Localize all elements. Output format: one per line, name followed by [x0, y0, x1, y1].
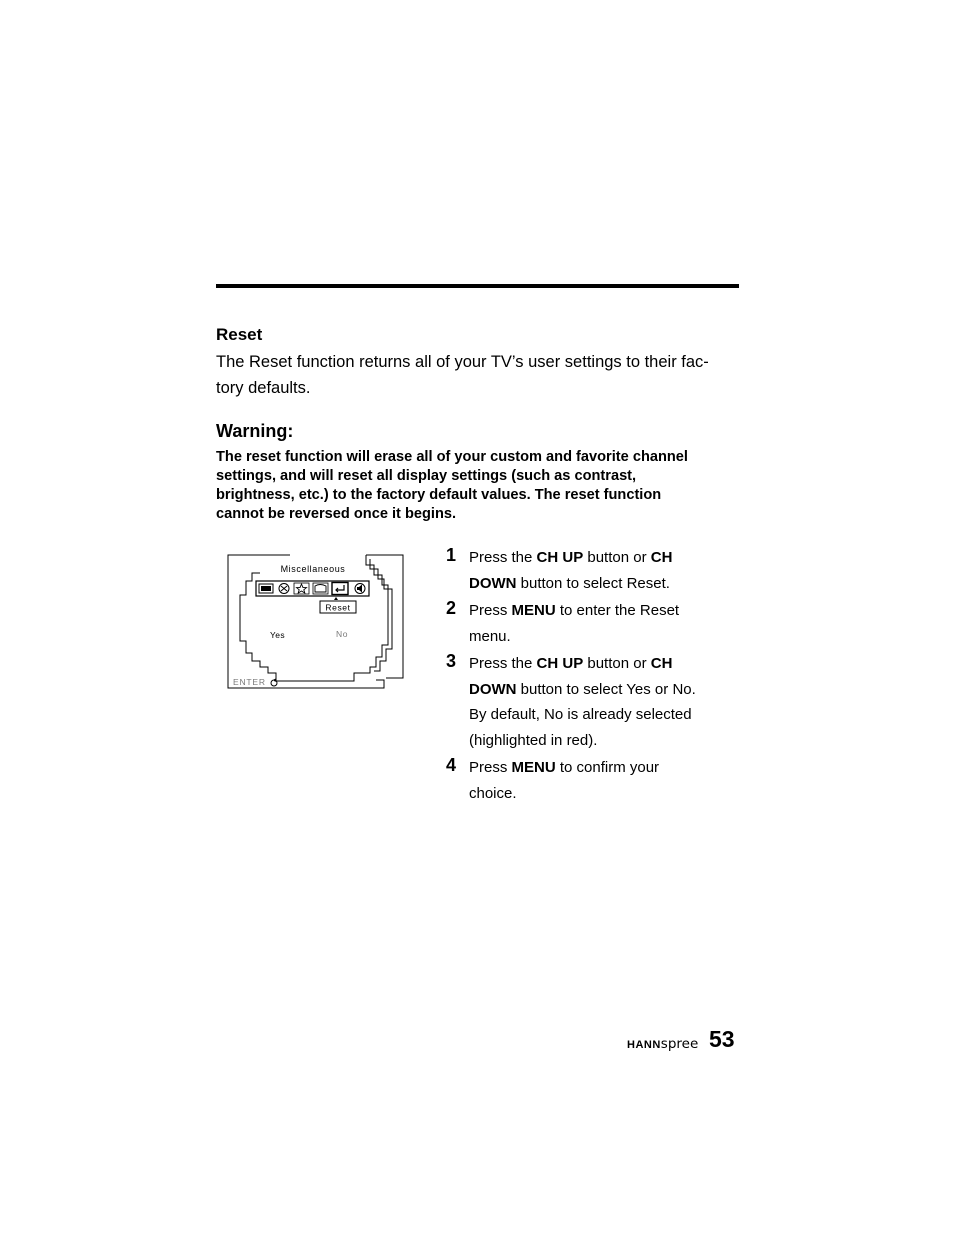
step-text: Press	[469, 759, 512, 776]
picture-icon	[279, 584, 289, 594]
step-key: MENU	[511, 602, 556, 619]
step-key: CH	[650, 655, 673, 672]
step-line: menu.	[469, 627, 511, 645]
step-line: By default, No is already selected	[469, 706, 692, 723]
option-no: No	[336, 629, 349, 639]
step-key: DOWN	[469, 680, 517, 698]
step-line	[469, 651, 736, 677]
step-number: 3	[446, 651, 457, 671]
menu-title: Miscellaneous	[280, 564, 346, 574]
menu-frame-right	[366, 555, 403, 678]
step-text: Press the	[469, 549, 537, 566]
step-text: button or	[583, 549, 651, 566]
section-heading: Reset	[216, 325, 263, 344]
step-item	[446, 598, 736, 649]
step-item	[446, 545, 736, 596]
step-item	[446, 755, 736, 806]
menu-frame-left	[228, 555, 384, 688]
brand-logo	[627, 1036, 698, 1052]
warning-line: brightness, etc.) to the factory default values. The reset function	[216, 487, 662, 503]
step-key: CH UP	[536, 655, 584, 672]
step-line	[469, 755, 736, 781]
step-line	[469, 677, 736, 703]
warning-line: cannot be reversed once it begins.	[216, 506, 457, 522]
step-line	[469, 545, 736, 571]
warning-line: settings, and will reset all display settings (such as contrast,	[216, 468, 637, 484]
intro-line: tory defaults.	[216, 378, 311, 397]
step-text: button or	[583, 655, 651, 672]
intro-paragraph	[216, 350, 736, 401]
speaker-icon	[355, 584, 365, 594]
step-text: Press the	[469, 655, 537, 672]
step-key: DOWN	[469, 574, 517, 592]
step-line	[469, 571, 736, 597]
step-line: choice.	[469, 784, 517, 802]
step-line	[469, 598, 736, 624]
step-key: CH UP	[536, 549, 584, 566]
warning-title: Warning:	[216, 421, 294, 441]
step-text: Press	[469, 602, 512, 619]
star-icon	[294, 583, 309, 594]
step-number: 2	[446, 598, 457, 618]
enter-label: ENTER	[233, 677, 266, 687]
step-key: MENU	[511, 759, 556, 776]
intro-line: The Reset function returns all of your TV’s user settings to their fac-	[216, 353, 709, 371]
warning-line: The reset function will erase all of your custom and favorite channel	[216, 449, 688, 465]
top-rule	[216, 284, 739, 288]
reset-menu-illustration	[226, 553, 406, 690]
step-line: (highlighted in red).	[469, 731, 598, 749]
step-text: button to select Yes or No.	[516, 680, 696, 698]
menu-inner-right	[362, 555, 388, 673]
brand-bold: HANN	[627, 1039, 661, 1051]
tv-icon	[259, 584, 273, 593]
step-text: button to select Reset.	[516, 574, 670, 592]
option-yes: Yes	[270, 630, 286, 640]
selection-pointer-icon	[334, 597, 338, 600]
brand-light: spree	[660, 1036, 699, 1052]
warning-paragraph	[216, 448, 736, 524]
step-text: to enter the Reset	[555, 602, 680, 619]
step-key: CH	[650, 549, 673, 566]
steps-list	[446, 545, 736, 808]
menu-inner-right-double	[370, 559, 392, 671]
page-number: 53	[709, 1026, 735, 1052]
return-icon	[332, 583, 348, 595]
step-text: to confirm your	[555, 759, 660, 776]
step-number: 4	[446, 755, 457, 775]
screen-icon	[313, 583, 328, 594]
step-number: 1	[446, 545, 457, 565]
reset-item-label: Reset	[325, 602, 351, 613]
step-item	[446, 651, 736, 753]
